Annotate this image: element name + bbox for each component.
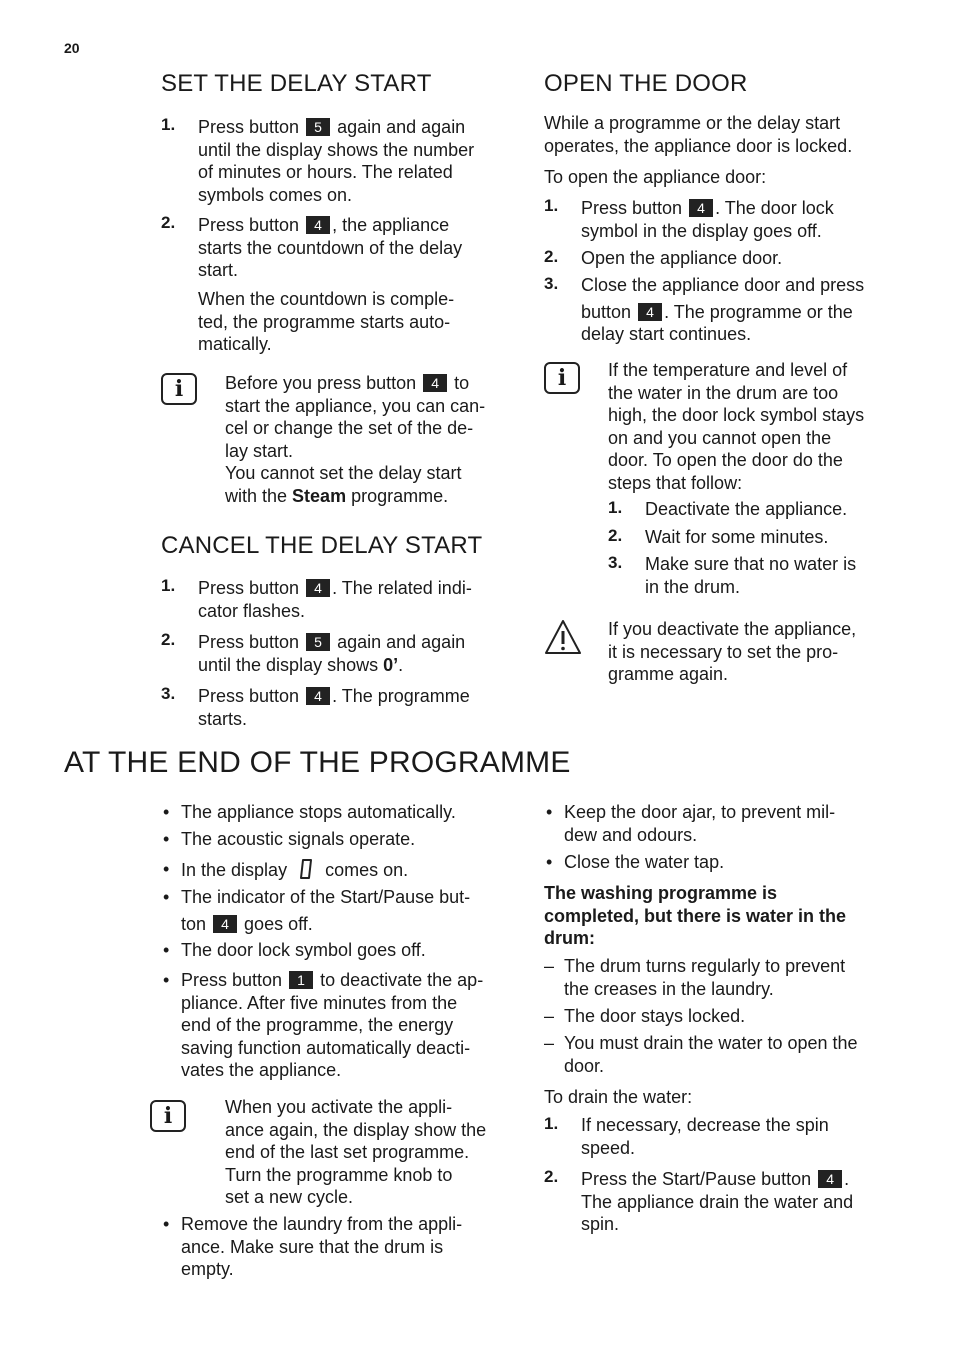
step-text: Press the Start/Pause button 4 . The appliance drain the water and spin. <box>581 1169 854 1234</box>
subheading: The washing programme is completed, but there is water in the drum: <box>544 883 847 948</box>
intro-text: While a programme or the delay start operates, the appliance door is locked. <box>544 113 853 156</box>
dash-marker: – <box>544 956 555 976</box>
button-key-badge: 4 <box>306 687 330 705</box>
step-text: Press button 4 . The related indi- cator flashes. <box>198 578 472 621</box>
button-key-badge: 4 <box>638 303 662 321</box>
page-number: 20 <box>64 40 80 56</box>
info-text: When you activate the appli- ance again, the display show the end of the last set programme. Turn the programme knob to set a new cycle. <box>225 1097 487 1207</box>
section-title-cancel-delay-start: CANCEL THE DELAY START <box>161 532 483 559</box>
list-item: Close the water tap. <box>564 852 725 872</box>
list-item: The door stays locked. <box>564 1006 746 1026</box>
step-number: 2. <box>608 526 623 545</box>
section-title-set-delay-start: SET THE DELAY START <box>161 70 432 97</box>
step-number: 3. <box>544 274 559 293</box>
step-number: 2. <box>544 1167 559 1186</box>
step-text: Press button 4 , the appliance starts the countdown of the delay start. <box>198 215 463 280</box>
step-text: Wait for some minutes. <box>645 527 829 547</box>
step-text: If necessary, decrease the spin speed. <box>581 1115 829 1158</box>
info-icon: i <box>150 1100 186 1132</box>
step-number: 2. <box>161 213 176 232</box>
intro-text: To drain the water: <box>544 1087 693 1107</box>
list-item: Press button 1 to deactivate the ap- pliance. After five minutes from the end of the programme, the energy saving function automatically deacti- vates the appliance. <box>181 970 484 1080</box>
step-number: 2. <box>161 630 176 649</box>
list-item: In the display comes on. <box>181 860 409 880</box>
info-icon: i <box>544 362 580 394</box>
step-text: Open the appliance door. <box>581 248 783 268</box>
list-item: The appliance stops automatically. <box>181 802 456 822</box>
step-text: Press button 4 . The programme starts. <box>198 686 470 729</box>
bullet: • <box>163 859 170 879</box>
info-text: Before you press button 4 to start the appliance, you can can- cel or change the set of the de- lay start. You cannot set the delay start with the Steam programme. <box>225 373 486 506</box>
bullet: • <box>163 802 170 822</box>
step-number: 3. <box>608 553 623 572</box>
button-key-badge: 4 <box>423 374 447 392</box>
warning-icon <box>543 618 583 656</box>
button-key-badge: 5 <box>306 118 330 136</box>
list-item: You must drain the water to open the door. <box>564 1033 858 1076</box>
step-text: Deactivate the appliance. <box>645 499 848 519</box>
button-key-badge: 4 <box>306 216 330 234</box>
list-item: The drum turns regularly to prevent the creases in the laundry. <box>564 956 846 999</box>
section-title-open-door: OPEN THE DOOR <box>544 70 748 97</box>
bullet: • <box>163 829 170 849</box>
step-number: 3. <box>161 684 176 703</box>
bullet: • <box>163 1214 170 1234</box>
step-text: Press button 5 again and again until the display shows the number of minutes or hours. The related symbols comes on. <box>198 117 475 205</box>
list-item: Remove the laundry from the appli- ance. Make sure that the drum is empty. <box>181 1214 463 1279</box>
list-item: The indicator of the Start/Pause but- ton 4 goes off. <box>181 887 471 934</box>
info-icon: i <box>161 373 197 405</box>
button-key-badge: 4 <box>818 1170 842 1188</box>
step-text: Make sure that no water is in the drum. <box>645 554 857 597</box>
button-key-badge: 4 <box>213 915 237 933</box>
button-key-badge: 1 <box>289 971 313 989</box>
step-number: 1. <box>161 576 176 595</box>
button-key-badge: 5 <box>306 633 330 651</box>
step-number: 1. <box>544 1114 559 1133</box>
bullet: • <box>163 887 170 907</box>
bullet: • <box>163 970 170 990</box>
step-number: 2. <box>544 247 559 266</box>
bullet: • <box>163 940 170 960</box>
step-number: 1. <box>161 115 176 134</box>
list-item: Keep the door ajar, to prevent mil- dew and odours. <box>564 802 836 845</box>
info-text: If the temperature and level of the water in the drum are too high, the door lock symbol stays on and you cannot open the door. To open the door do the steps that follow: <box>608 360 865 493</box>
warning-text: If you deactivate the appliance, it is necessary to set the pro- gramme again. <box>608 619 857 684</box>
bullet: • <box>546 802 553 822</box>
note-text: When the countdown is comple- ted, the programme starts auto- matically. <box>198 289 455 354</box>
step-number: 1. <box>608 498 623 517</box>
section-title-end-of-programme: AT THE END OF THE PROGRAMME <box>64 746 571 779</box>
dash-marker: – <box>544 1033 555 1053</box>
bullet: • <box>546 852 553 872</box>
button-key-badge: 4 <box>689 199 713 217</box>
step-text: Press button 4 . The door lock symbol in the display goes off. <box>581 198 834 241</box>
intro-text: To open the appliance door: <box>544 167 767 187</box>
button-key-badge: 4 <box>306 579 330 597</box>
step-number: 1. <box>544 196 559 215</box>
list-item: The acoustic signals operate. <box>181 829 416 849</box>
step-text: Close the appliance door and press button 4 . The programme or the delay start continues. <box>581 275 865 344</box>
step-text: Press button 5 again and again until the display shows 0’. <box>198 632 466 675</box>
dash-marker: – <box>544 1006 555 1026</box>
display-zero-icon <box>298 858 314 880</box>
list-item: The door lock symbol goes off. <box>181 940 426 960</box>
